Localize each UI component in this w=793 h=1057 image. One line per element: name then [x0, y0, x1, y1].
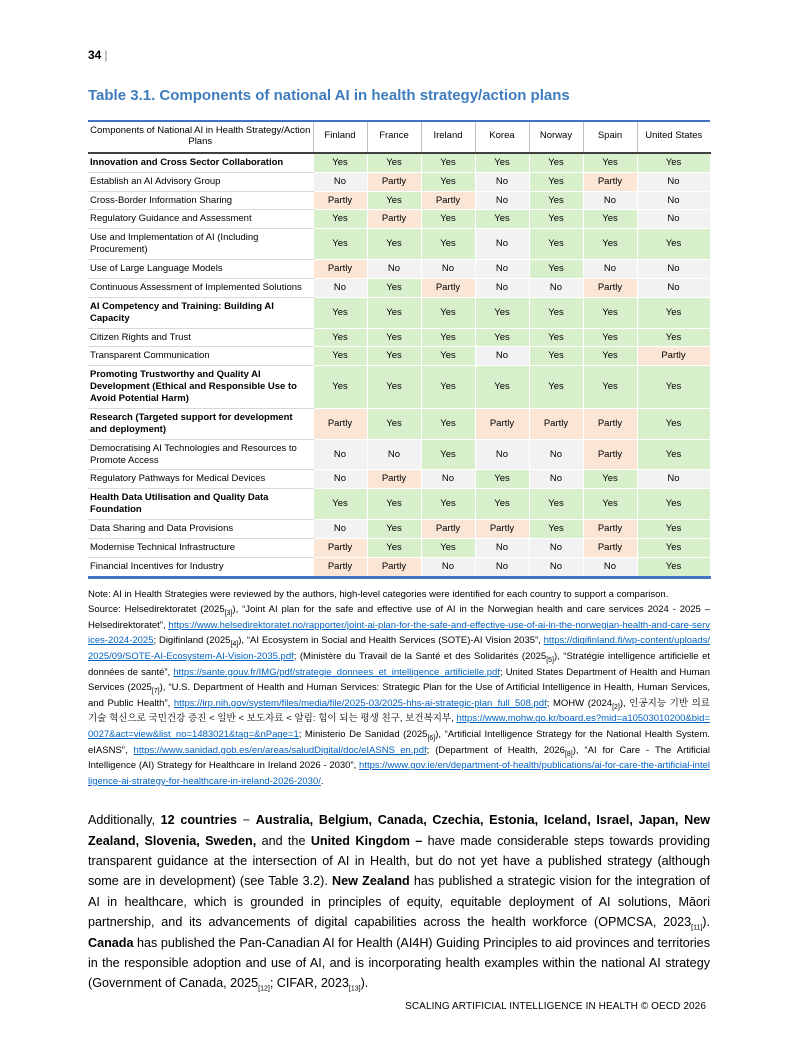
- value-cell: Yes: [367, 366, 421, 409]
- page-number-separator: |: [104, 48, 108, 62]
- table-row: [88, 328, 710, 347]
- value-cell: Partly: [475, 408, 529, 439]
- hyperlink[interactable]: https://www.sanidad.gob.es/en/areas/saludDigital/doc/eIASNS_en.pdf: [133, 744, 427, 756]
- value-cell: Partly: [367, 470, 421, 489]
- value-cell: Yes: [583, 366, 637, 409]
- value-cell: Yes: [313, 210, 367, 229]
- value-cell: Yes: [637, 366, 710, 409]
- value-cell: Yes: [421, 229, 475, 260]
- value-cell: No: [529, 470, 583, 489]
- component-label-cell: Continuous Assessment of Implemented Solutions: [88, 278, 313, 297]
- value-cell: No: [367, 439, 421, 470]
- value-cell: Yes: [583, 328, 637, 347]
- value-cell: No: [475, 439, 529, 470]
- value-cell: No: [529, 557, 583, 577]
- value-cell: Yes: [637, 153, 710, 172]
- value-cell: Yes: [421, 439, 475, 470]
- value-cell: Partly: [529, 408, 583, 439]
- component-label-cell: Use of Large Language Models: [88, 260, 313, 279]
- citation-ref: [8]: [564, 750, 573, 758]
- value-cell: No: [583, 557, 637, 577]
- value-cell: Partly: [583, 172, 637, 191]
- page-number: [88, 48, 710, 62]
- value-cell: No: [637, 260, 710, 279]
- citation-ref: [5]: [546, 656, 554, 664]
- component-label-cell: Use and Implementation of AI (Including Procurement): [88, 229, 313, 260]
- table-row: [88, 489, 710, 520]
- hyperlink[interactable]: https://www.mohw.go.kr/board.es?mid=a10503010200&bid=0027&act=view&list_no=1483021&tag=&nPage=1: [88, 713, 710, 740]
- value-cell: Partly: [313, 538, 367, 557]
- column-header-country: Korea: [475, 121, 529, 153]
- value-cell: No: [475, 278, 529, 297]
- value-cell: Partly: [583, 538, 637, 557]
- component-label-cell: Regulatory Guidance and Assessment: [88, 210, 313, 229]
- value-cell: Yes: [529, 260, 583, 279]
- citation-ref: [3]: [224, 610, 233, 618]
- value-cell: Yes: [637, 538, 710, 557]
- table-row: [88, 210, 710, 229]
- column-header-country: Finland: [313, 121, 367, 153]
- text-run: ), “Joint AI plan for the safe and effective use of AI in the Norwegian health and care services 2024 - 2025 – Helsedirektoratet”,: [88, 604, 710, 631]
- value-cell: Yes: [475, 489, 529, 520]
- bold-text: 12 countries: [160, 813, 238, 828]
- component-label-cell: Modernise Technical Infrastructure: [88, 538, 313, 557]
- value-cell: No: [637, 470, 710, 489]
- citation-ref: [12]: [258, 985, 270, 993]
- value-cell: Yes: [475, 297, 529, 328]
- value-cell: No: [367, 260, 421, 279]
- table-row: [88, 366, 710, 409]
- value-cell: No: [475, 229, 529, 260]
- text-run: ), “Artificial Intelligence Strategy for the National Health System. eIASNS”,: [88, 728, 710, 756]
- value-cell: No: [475, 538, 529, 557]
- value-cell: Yes: [475, 470, 529, 489]
- value-cell: Yes: [313, 297, 367, 328]
- value-cell: Yes: [421, 328, 475, 347]
- hyperlink[interactable]: https://sante.gouv.fr/IMG/pdf/strategie_donnees_et_intelligence_artificielle.pdf: [173, 666, 500, 678]
- value-cell: No: [529, 439, 583, 470]
- bold-text: United Kingdom –: [310, 833, 423, 848]
- table-row: [88, 260, 710, 279]
- text-run: ).: [702, 915, 710, 930]
- component-label-cell: Health Data Utilisation and Quality Data Foundation: [88, 489, 313, 520]
- hyperlink[interactable]: https://irp.nih.gov/system/files/media/file/2025-03/2025-hhs-ai-strategic-plan_full_508.pdf: [173, 697, 547, 709]
- table-header-row: [88, 121, 710, 153]
- strategy-table-head: [88, 121, 710, 153]
- component-label-cell: Financial Incentives for Industry: [88, 557, 313, 577]
- hyperlink[interactable]: https://www.gov.ie/en/department-of-health/publications/ai-for-care-the-artificial-intelligence-ai-strategy-for-healthcare-in-ireland-2026-2030/: [88, 760, 710, 787]
- value-cell: No: [313, 172, 367, 191]
- column-header-country: Ireland: [421, 121, 475, 153]
- table-row: [88, 557, 710, 577]
- text-run: ; Digifinland (2025: [153, 635, 231, 647]
- text-run: ; CIFAR, 2023: [269, 976, 349, 991]
- value-cell: Yes: [367, 229, 421, 260]
- value-cell: Yes: [475, 210, 529, 229]
- value-cell: Partly: [313, 191, 367, 210]
- table-row: [88, 172, 710, 191]
- value-cell: Yes: [529, 172, 583, 191]
- value-cell: No: [475, 557, 529, 577]
- value-cell: Yes: [367, 538, 421, 557]
- text-run: ; United States Department of Health and Human Services (2025: [88, 666, 710, 694]
- table-row: [88, 191, 710, 210]
- value-cell: Yes: [529, 297, 583, 328]
- value-cell: No: [421, 470, 475, 489]
- value-cell: Yes: [313, 328, 367, 347]
- value-cell: No: [421, 557, 475, 577]
- table-row: [88, 347, 710, 366]
- value-cell: No: [475, 347, 529, 366]
- text-run: Source: Helsedirektoratet (2025: [88, 604, 225, 616]
- value-cell: Partly: [475, 520, 529, 539]
- value-cell: Partly: [367, 172, 421, 191]
- text-run: ), “Stratégie intelligence artificielle et données de santé”,: [88, 651, 710, 678]
- value-cell: Partly: [313, 557, 367, 577]
- value-cell: Yes: [313, 153, 367, 172]
- value-cell: Partly: [637, 347, 710, 366]
- column-header-country: Spain: [583, 121, 637, 153]
- value-cell: No: [475, 172, 529, 191]
- value-cell: No: [313, 439, 367, 470]
- column-header-components: Components of National AI in Health Strategy/Action Plans: [88, 121, 313, 153]
- table-row: [88, 297, 710, 328]
- value-cell: Yes: [313, 347, 367, 366]
- table-row: [88, 229, 710, 260]
- page-content: [88, 48, 710, 994]
- citation-ref: [2]: [612, 703, 620, 711]
- value-cell: No: [637, 210, 710, 229]
- value-cell: Yes: [475, 153, 529, 172]
- column-header-country: Norway: [529, 121, 583, 153]
- column-header-country: United States: [637, 121, 710, 153]
- value-cell: Yes: [637, 520, 710, 539]
- value-cell: Yes: [637, 557, 710, 577]
- value-cell: No: [313, 520, 367, 539]
- value-cell: Yes: [367, 297, 421, 328]
- value-cell: Yes: [529, 489, 583, 520]
- component-label-cell: Research (Targeted support for development and deployment): [88, 408, 313, 439]
- citation-ref: [11]: [691, 924, 703, 932]
- value-cell: Partly: [421, 191, 475, 210]
- value-cell: Yes: [637, 439, 710, 470]
- value-cell: No: [313, 470, 367, 489]
- text-run: ; MOHW (2024: [546, 697, 613, 709]
- value-cell: Yes: [313, 366, 367, 409]
- value-cell: Yes: [475, 328, 529, 347]
- value-cell: Yes: [637, 297, 710, 328]
- bold-text: Canada: [88, 935, 134, 950]
- component-label-cell: Establish an AI Advisory Group: [88, 172, 313, 191]
- value-cell: Yes: [529, 520, 583, 539]
- value-cell: Partly: [313, 408, 367, 439]
- value-cell: Yes: [421, 297, 475, 328]
- body-paragraph: [88, 810, 710, 994]
- value-cell: No: [637, 278, 710, 297]
- strategy-table: [88, 120, 711, 579]
- value-cell: Yes: [421, 172, 475, 191]
- table-note-source: [88, 587, 710, 790]
- text-run: ).: [360, 976, 369, 991]
- component-label-cell: Data Sharing and Data Provisions: [88, 520, 313, 539]
- value-cell: No: [313, 278, 367, 297]
- citation-ref: [4]: [230, 641, 239, 649]
- value-cell: Yes: [367, 191, 421, 210]
- text-run: ), 인공지능 기반 의료기술 혁신으로 국민건강 증진 < 일반 < 보도자료 < 알림: 힘이 되는 평생 친구, 보건복지부,: [88, 697, 710, 725]
- table-row: [88, 520, 710, 539]
- value-cell: Yes: [529, 229, 583, 260]
- value-cell: Yes: [313, 489, 367, 520]
- value-cell: Yes: [421, 538, 475, 557]
- citation-ref: [7]: [151, 688, 160, 696]
- value-cell: Partly: [367, 210, 421, 229]
- value-cell: No: [421, 260, 475, 279]
- value-cell: Yes: [637, 489, 710, 520]
- value-cell: Yes: [637, 229, 710, 260]
- text-run: ), “AI Ecosystem in Social and Health Services (SOTE)-AI Vision 2035”,: [238, 635, 544, 647]
- text-run: ), “U.S. Department of Health and Human Services: Strategic Plan for the Use of Artificial Intelligence in Health, Human Services, and Public Health”,: [88, 682, 710, 709]
- value-cell: Partly: [367, 557, 421, 577]
- value-cell: Yes: [421, 408, 475, 439]
- citation-ref: [6]: [427, 734, 436, 742]
- table-note: Note: AI in Health Strategies were reviewed by the authors, high-level categories were identified for each country to support a comparison.: [88, 588, 669, 600]
- page-number-value: 34: [88, 48, 102, 62]
- component-label-cell: Innovation and Cross Sector Collaboration: [88, 153, 313, 172]
- value-cell: Partly: [421, 520, 475, 539]
- value-cell: No: [529, 538, 583, 557]
- text-run: ), “AI for Care - The Artificial Intelligence (AI) Strategy for Healthcare in Ireland 2026 - 2030”,: [88, 744, 710, 772]
- value-cell: Yes: [421, 366, 475, 409]
- table-row: [88, 470, 710, 489]
- table-row: [88, 538, 710, 557]
- component-label-cell: Cross-Border Information Sharing: [88, 191, 313, 210]
- value-cell: Yes: [583, 297, 637, 328]
- value-cell: No: [475, 260, 529, 279]
- value-cell: Yes: [583, 153, 637, 172]
- hyperlink[interactable]: https://www.helsedirektoratet.no/rapporter/joint-ai-plan-for-the-safe-and-effective-use-of-ai-in-the-norwegian-health-and-care-services-2024-2025: [88, 619, 710, 647]
- text-run: has published the Pan-Canadian AI for Health (AI4H) Guiding Principles to aid provinces and territories in the responsible adoption and use of AI, and is incorporating health examples within the national AI strategy (Government of Canada, 2025: [88, 935, 710, 991]
- value-cell: Yes: [529, 153, 583, 172]
- value-cell: No: [583, 191, 637, 210]
- value-cell: Yes: [367, 278, 421, 297]
- hyperlink[interactable]: https://digifinland.fi/wp-content/uploads/2025/09/SOTE-AI-Ecosystem-AI-Vision-2035.pdf: [88, 635, 710, 663]
- text-run: .: [320, 775, 324, 787]
- citation-ref: [13]: [348, 985, 361, 993]
- value-cell: Yes: [583, 210, 637, 229]
- bold-text: Australia, Belgium, Canada, Czechia, Estonia, Iceland, Israel, Japan, New Zealand, Slovenia, Sweden,: [88, 813, 710, 848]
- text-run: Additionally,: [88, 813, 161, 828]
- table-row: [88, 153, 710, 172]
- table-title: Table 3.1. Components of national AI in health strategy/action plans: [88, 87, 570, 104]
- table-source: [88, 602, 710, 789]
- value-cell: Yes: [367, 520, 421, 539]
- component-label-cell: Democratising AI Technologies and Resources to Promote Access: [88, 439, 313, 470]
- table-row: [88, 439, 710, 470]
- value-cell: Yes: [529, 366, 583, 409]
- value-cell: Yes: [313, 229, 367, 260]
- text-run: −: [237, 813, 256, 828]
- value-cell: Yes: [583, 489, 637, 520]
- value-cell: Yes: [583, 229, 637, 260]
- column-header-country: France: [367, 121, 421, 153]
- table-row: [88, 408, 710, 439]
- value-cell: Yes: [367, 408, 421, 439]
- value-cell: Partly: [583, 439, 637, 470]
- text-run: and the: [256, 833, 311, 848]
- page-footer: SCALING ARTIFICIAL INTELLIGENCE IN HEALTH © OECD 2026: [405, 1001, 706, 1012]
- text-run: have made considerable steps towards providing transparent guidance at the intersection of AI in Health, but do not yet have a published strategy (although some are in development) (see Table 3.2).: [88, 833, 710, 889]
- component-label-cell: Citizen Rights and Trust: [88, 328, 313, 347]
- value-cell: Yes: [367, 489, 421, 520]
- value-cell: Yes: [421, 347, 475, 366]
- value-cell: Yes: [367, 328, 421, 347]
- value-cell: Partly: [313, 260, 367, 279]
- value-cell: Yes: [583, 470, 637, 489]
- component-label-cell: Regulatory Pathways for Medical Devices: [88, 470, 313, 489]
- value-cell: Yes: [421, 489, 475, 520]
- value-cell: No: [529, 278, 583, 297]
- value-cell: Yes: [637, 408, 710, 439]
- component-label-cell: Transparent Communication: [88, 347, 313, 366]
- text-run: has published a strategic vision for the integration of AI in healthcare, which is grounded in principles of equity, equitable deployment of AI solutions, Māori partnership, and its advancements of digital capabilities across the health workforce (OPMCSA, 2023: [88, 874, 711, 930]
- value-cell: No: [583, 260, 637, 279]
- value-cell: Yes: [637, 328, 710, 347]
- value-cell: Yes: [529, 328, 583, 347]
- text-run: ; (Ministère du Travail de la Santé et des Solidarités (2025: [293, 651, 547, 663]
- text-run: ; (Department of Health, 2026: [426, 744, 565, 756]
- value-cell: Yes: [529, 210, 583, 229]
- value-cell: Yes: [367, 347, 421, 366]
- value-cell: Yes: [529, 191, 583, 210]
- value-cell: Yes: [529, 347, 583, 366]
- value-cell: Partly: [421, 278, 475, 297]
- value-cell: Partly: [583, 520, 637, 539]
- value-cell: Yes: [421, 210, 475, 229]
- value-cell: Partly: [583, 278, 637, 297]
- value-cell: No: [637, 172, 710, 191]
- value-cell: Yes: [367, 153, 421, 172]
- value-cell: Partly: [583, 408, 637, 439]
- text-run: ; Ministerio De Sanidad (2025: [298, 728, 428, 740]
- value-cell: Yes: [475, 366, 529, 409]
- value-cell: No: [475, 191, 529, 210]
- component-label-cell: Promoting Trustworthy and Quality AI Development (Ethical and Responsible Use to Avoid Potential Harm): [88, 366, 313, 409]
- value-cell: Yes: [583, 347, 637, 366]
- table-row: [88, 278, 710, 297]
- value-cell: No: [637, 191, 710, 210]
- component-label-cell: AI Competency and Training: Building AI Capacity: [88, 297, 313, 328]
- strategy-table-body: [88, 153, 710, 577]
- bold-text: New Zealand: [332, 874, 410, 889]
- value-cell: Yes: [421, 153, 475, 172]
